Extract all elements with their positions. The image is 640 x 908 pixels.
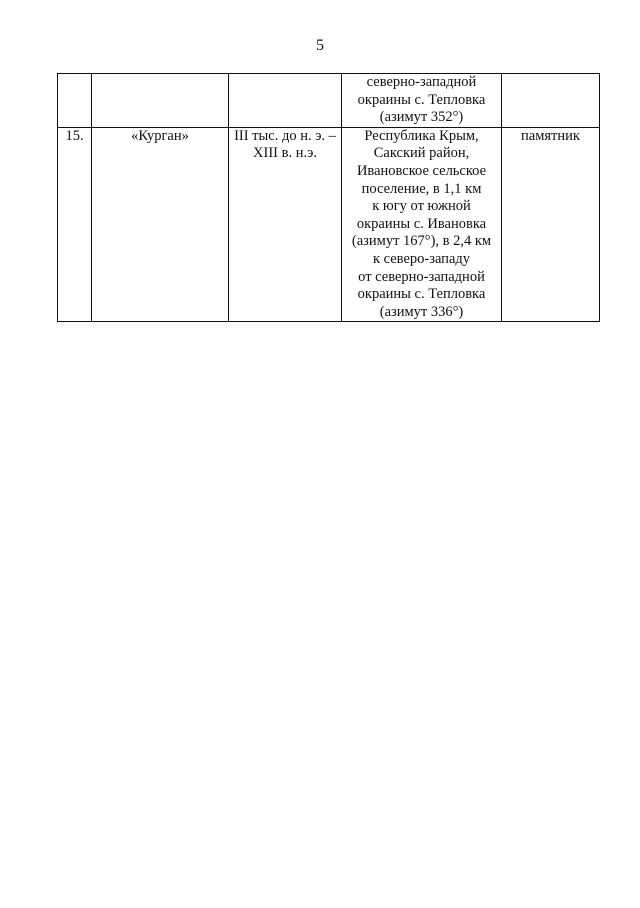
location-line: Ивановское сельское (356, 162, 487, 179)
location-line: (азимут 167°), в 2,4 км (351, 233, 492, 250)
dating-cell (229, 74, 342, 128)
location-cell (342, 74, 502, 128)
location-line: северно-западной (366, 74, 477, 90)
row-number-cell (58, 74, 92, 128)
location-line: от северно-западной (358, 268, 485, 285)
dating-cell (229, 127, 342, 322)
dating-line: III тыс. до н. э. – (234, 127, 336, 144)
location-line: (азимут 352°) (379, 109, 464, 126)
location-line: к северо-западу (372, 250, 471, 267)
category-cell: памятник (502, 127, 600, 322)
table-row (58, 74, 600, 128)
table-row (58, 127, 600, 322)
location-line: окраины с. Тепловка (357, 286, 486, 303)
location-line: окраины с. Ивановка (356, 215, 487, 232)
location-line: к югу от южной (372, 198, 471, 215)
category-cell (502, 74, 600, 128)
row-number-cell: 15. (58, 127, 92, 322)
location-line: Сакский район, (373, 145, 470, 162)
location-line: Республика Крым, (364, 127, 479, 144)
location-line: (азимут 336°) (379, 303, 464, 320)
heritage-table (57, 73, 600, 322)
location-cell (342, 127, 502, 322)
page-number: 5 (316, 37, 324, 54)
object-name-cell (92, 74, 229, 128)
location-line: поселение, в 1,1 км (361, 180, 482, 197)
dating-line: XIII в. н.э. (253, 145, 317, 162)
object-name-cell: «Курган» (92, 127, 229, 322)
location-line: окраины с. Тепловка (357, 91, 486, 108)
